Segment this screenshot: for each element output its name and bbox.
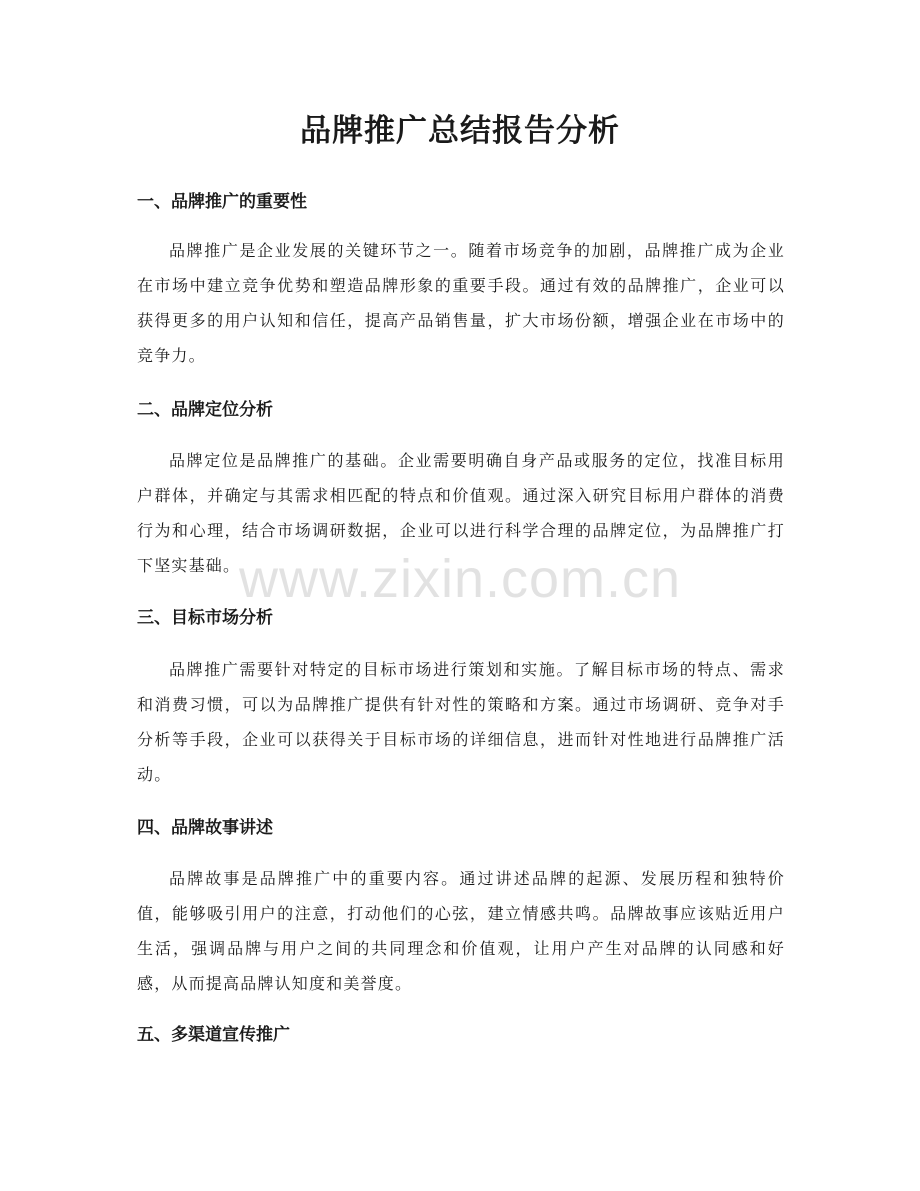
watermark: www.zixin.com.cn <box>238 549 682 609</box>
section-body-target-market: 品牌推广需要针对特定的目标市场进行策划和实施。了解目标市场的特点、需求和消费习惯，可以为品牌推广提供有针对性的策略和方案。通过市场调研、竞争对手分析等手段，企业可以获得关于目标市场的详细信息，进而针对性地进行品牌推广活动。 <box>137 660 785 784</box>
section-heading-target-market: 三、目标市场分析 <box>137 608 273 628</box>
section-heading-multichannel: 五、多渠道宣传推广 <box>137 1025 290 1045</box>
section-body-positioning: 品牌定位是品牌推广的基础。企业需要明确自身产品或服务的定位，找准目标用户群体，并确定与其需求相匹配的特点和价值观。通过深入研究目标用户群体的消费行为和心理，结合市场调研数据，企业可以进行科学合理的品牌定位，为品牌推广打下坚实基础。 <box>137 451 785 575</box>
section-heading-importance: 一、品牌推广的重要性 <box>137 192 307 212</box>
section-body-importance: 品牌推广是企业发展的关键环节之一。随着市场竞争的加剧，品牌推广成为企业在市场中建立竞争优势和塑造品牌形象的重要手段。通过有效的品牌推广，企业可以获得更多的用户认知和信任，提高产品销售量，扩大市场份额，增强企业在市场中的竞争力。 <box>137 241 785 365</box>
section-heading-positioning: 二、品牌定位分析 <box>137 400 273 420</box>
section-heading-brand-story: 四、品牌故事讲述 <box>137 818 273 838</box>
page-title: 品牌推广总结报告分析 <box>300 113 620 149</box>
section-body-brand-story: 品牌故事是品牌推广中的重要内容。通过讲述品牌的起源、发展历程和独特价值，能够吸引用户的注意，打动他们的心弦，建立情感共鸣。品牌故事应该贴近用户生活，强调品牌与用户之间的共同理念和价值观，让用户产生对品牌的认同感和好感，从而提高品牌认知度和美誉度。 <box>137 869 785 993</box>
